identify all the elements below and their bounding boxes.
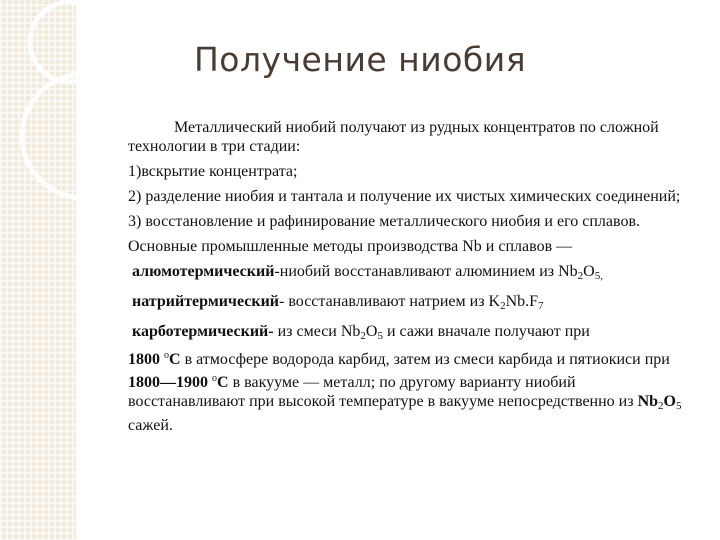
stage-item: 2) разделение ниобия и тантала и получение их чистых химических соединений;	[128, 188, 681, 205]
intro-paragraph: Металлический ниобий получают из рудных концентратов по сложной технологии в три стадии:	[128, 119, 659, 155]
methods-intro: Основные промышленные методы производства Nb и сплавов —	[128, 238, 573, 255]
method-carbothermic: карботермический- из смеси $Nb_2O_5$ и сажи вначале получают при 1800 $^о$С в атмосфере водорода карбид, затем из смеси карбида и пятиокиси при 1800—1900 $^о$С в вакууме — металл; по другому варианту ниобий восстанавливают при высокой температуре в вакууме непосредственно из $Nb_2O_5$ сажей.	[128, 323, 682, 434]
slide-body	[128, 118, 688, 441]
decorative-circles	[0, 0, 140, 200]
stage-item: 1)вскрытие концентрата;	[128, 163, 298, 180]
method-aluminothermic: алюмотермический-ниобий восстанавливают алюминием из $Nb_2O_{5,}$	[132, 263, 603, 282]
stage-item: 3) восстановление и рафинирование металлического ниобия и его сплавов.	[128, 213, 640, 230]
method-sodiothermic: натрийтермический- восстанавливают натрием из $K_2Nb.F_7$	[132, 293, 544, 312]
slide-title: Получение ниобия	[193, 40, 527, 79]
